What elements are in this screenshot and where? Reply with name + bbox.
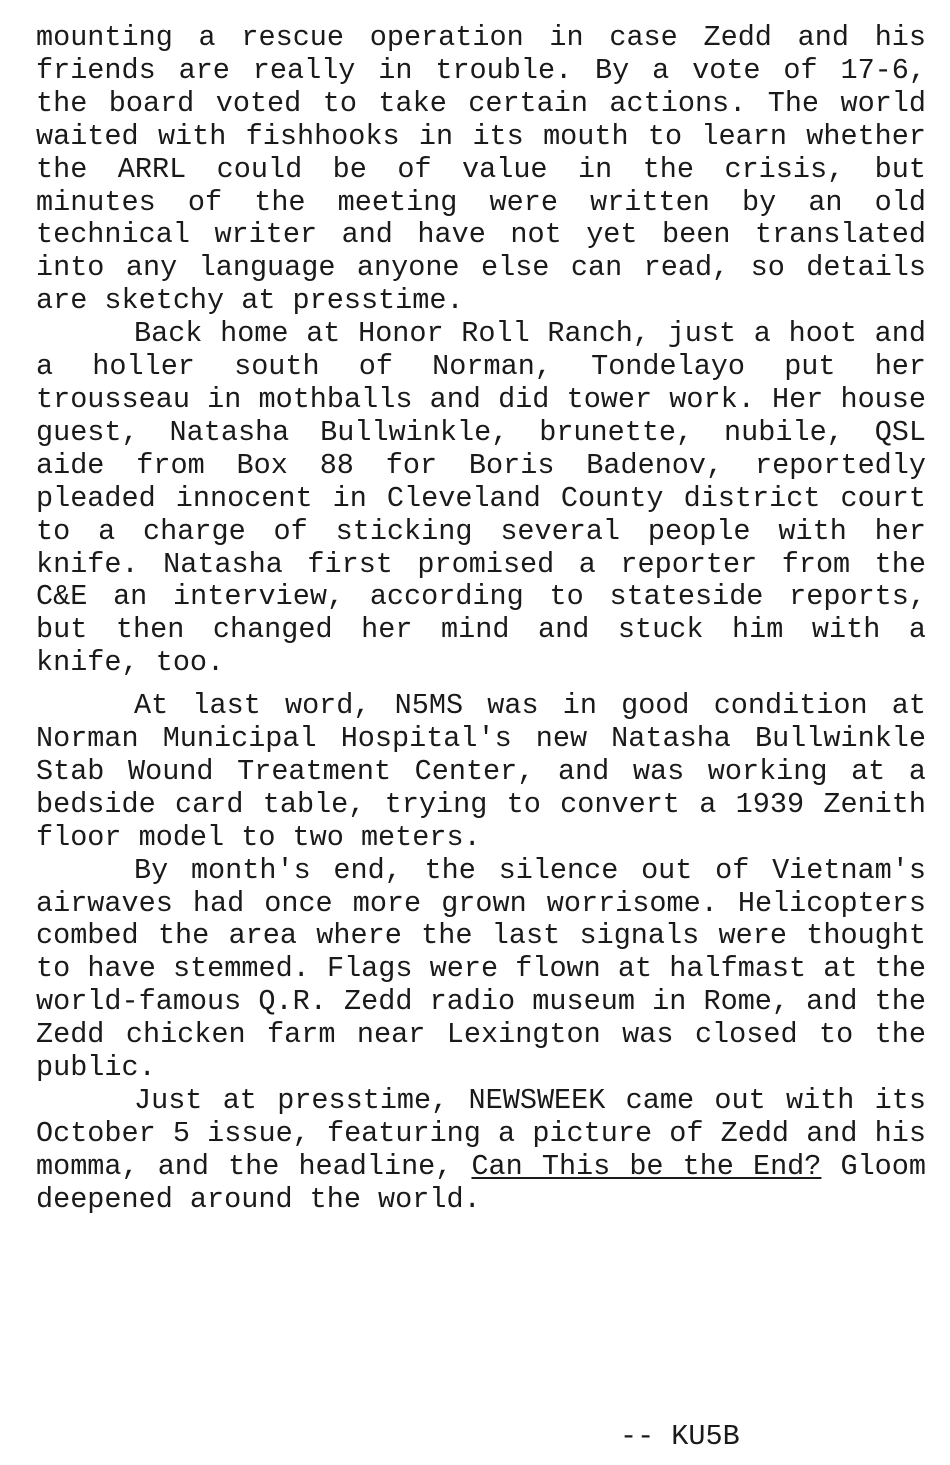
newsweek-text-after: Gloom deepened around the world.: [36, 1149, 926, 1216]
paragraph-newsweek: [36, 1085, 926, 1217]
paragraph-n5ms-condition: At last word, N5MS was in good condition at Norman Municipal Hospital's new Natasha Bullwinkle Stab Wound Treatment Center, and was working at a bedside card table, trying to convert a 1939 Zenith floor model to two meters.: [36, 689, 926, 854]
newsweek-headline: Can This be the End?: [471, 1149, 822, 1183]
paragraph-vietnam-silence: By month's end, the silence out of Vietnam's airwaves had once more grown worrisome. Helicopters combed the area where the last signals were thought to have stemmed. Flags were flown at halfmast at the world-famous Q.R. Zedd radio museum in Rome, and the Zedd chicken farm near Lexington was closed to the public.: [36, 853, 926, 1085]
paragraph-honor-roll-ranch: Back home at Honor Roll Ranch, just a hoot and a holler south of Norman, Tondelayo put her trousseau in mothballs and did tower work. Her house guest, Natasha Bullwinkle, brunette, nubile, QSL aide from Box 88 for Boris Badenov, reportedly pleaded innocent in Cleveland County district court to a charge of sticking several people with her knife. Natasha first promised a reporter from the C&E an interview, according to stateside reports, but then changed her mind and stuck him with a knife, too.: [36, 317, 926, 680]
newsweek-text-before: Just at presstime, NEWSWEEK came out with its October 5 issue, featuring a picture of Zedd and his momma, and the headline,: [36, 1084, 926, 1183]
author-signature: -- KU5B: [620, 1420, 740, 1453]
paragraph-rescue-operation: mounting a rescue operation in case Zedd and his friends are really in trouble. By a vote of 17-6, the board voted to take certain actions. The world waited with fishhooks in its mouth to learn whether the ARRL could be of value in the crisis, but minutes of the meeting were written by an old technical writer and have not yet been translated into any language anyone else can read, so details are sketchy at presstime.: [36, 21, 926, 318]
document-page: [36, 22, 926, 1217]
